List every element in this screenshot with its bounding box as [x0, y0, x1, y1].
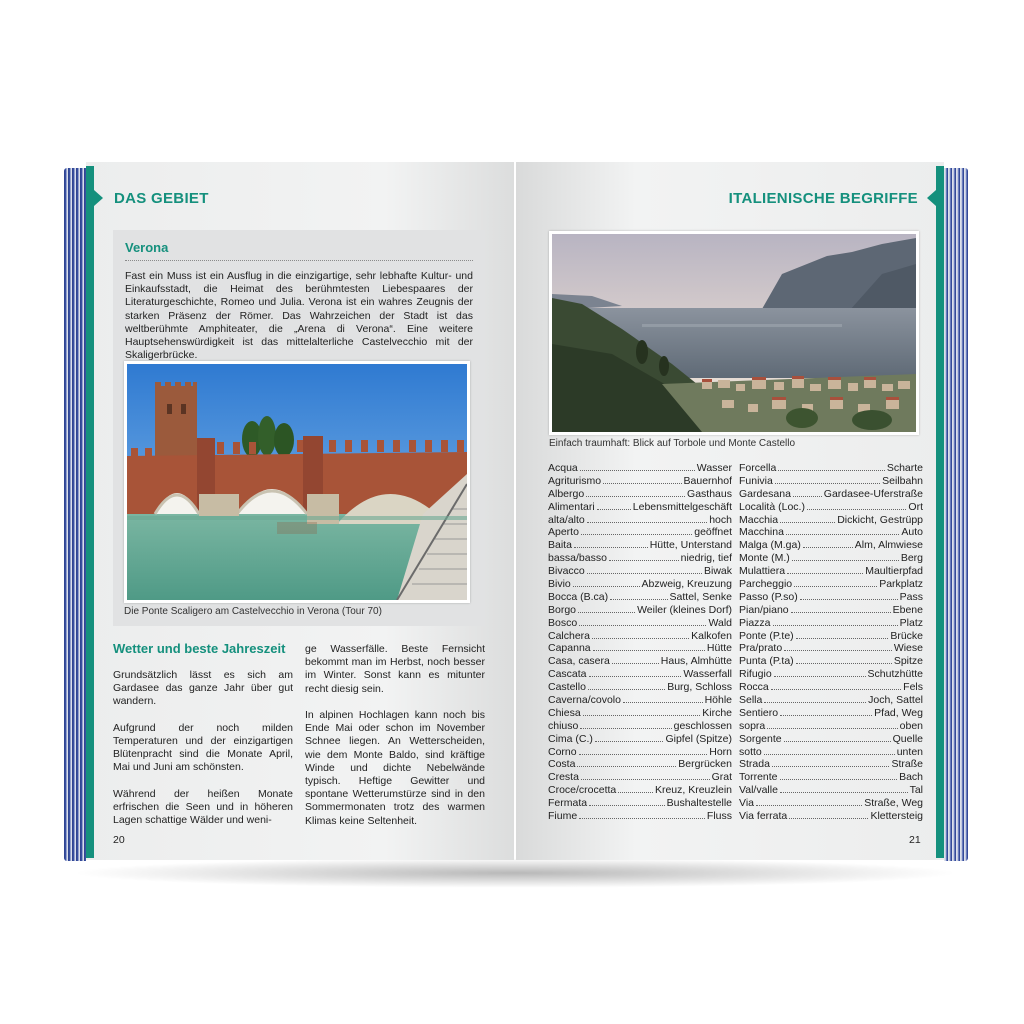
glossary-entry — [739, 642, 923, 655]
glossary-dot-leader — [577, 766, 676, 767]
glossary-entry — [548, 591, 732, 604]
glossary-definition: Fluss — [706, 810, 732, 823]
glossary-entry — [739, 694, 923, 707]
glossary-column-right — [739, 462, 923, 823]
glossary-dot-leader — [756, 805, 862, 806]
glossary-dot-leader — [603, 483, 681, 484]
glossary-definition: Spitze — [893, 655, 923, 668]
glossary-entry — [548, 578, 732, 591]
weather-text-col2: ge Wasserfälle. Beste Fernsicht bekommt man im Herbst, noch besser im Winter. Sonst kann es mitunter recht diesig sein. In alpinen Hochlagen kann noch bis Ende Mai oder schon im November Schnee liegen. An Wetterscheiden, wie dem Monte Baldo, sind kräftige Winde und dichte Nebelwände typisch. Heftige Gewitter und spontane Wetterumstürze sind in den Sommermonaten trotz des warmen Klimas keine Seltenheit. — [305, 643, 485, 827]
glossary-entry — [739, 488, 923, 501]
glossary-dot-leader — [587, 573, 702, 574]
glossary-dot-leader — [580, 470, 695, 471]
glossary-definition: Auto — [901, 526, 923, 539]
glossary-entry — [739, 578, 923, 591]
glossary-dot-leader — [771, 689, 901, 690]
weather-heading: Wetter und beste Jahreszeit — [113, 641, 286, 656]
glossary-dot-leader — [579, 625, 706, 626]
glossary-dot-leader — [574, 547, 648, 548]
glossary-term: Sentiero — [739, 706, 779, 719]
glossary-entry — [548, 746, 732, 759]
glossary-term: sopra — [739, 719, 766, 732]
glossary-term: Baita — [548, 539, 572, 552]
glossary-definition: Kalkofen — [691, 629, 732, 642]
glossary-definition: Lebensmittelgeschäft — [632, 500, 732, 513]
glossary-entry — [548, 539, 732, 552]
glossary-dot-leader — [579, 754, 708, 755]
glossary-dot-leader — [597, 509, 631, 510]
glossary-entry — [739, 707, 923, 720]
glossary-entry — [739, 771, 923, 784]
glossary-dot-leader — [578, 612, 635, 613]
glossary-term: Torrente — [739, 771, 778, 784]
glossary-dot-leader — [803, 547, 853, 548]
glossary-term: Caverna/covolo — [548, 694, 621, 707]
glossary-dot-leader — [618, 792, 653, 793]
glossary-definition: Alm, Almwiese — [854, 539, 923, 552]
glossary-dot-leader — [589, 676, 682, 677]
glossary-definition: Biwak — [703, 565, 732, 578]
glossary-entry — [548, 488, 732, 501]
glossary-term: Funivia — [739, 474, 773, 487]
glossary-term: Rifugio — [739, 668, 772, 681]
glossary-dot-leader — [794, 586, 877, 587]
glossary-term: Costa — [548, 758, 576, 771]
glossary-dot-leader — [586, 496, 685, 497]
glossary-term: Pra/prato — [739, 642, 783, 655]
glossary-definition: geschlossen — [673, 719, 732, 732]
glossary-term: Albergo — [548, 487, 585, 500]
glossary-term: Punta (P.ta) — [739, 655, 794, 668]
glossary-term: Cima (C.) — [548, 732, 593, 745]
glossary-entry — [739, 733, 923, 746]
glossary-definition: Weiler (kleines Dorf) — [637, 603, 732, 616]
verona-box-title: Verona — [125, 240, 169, 255]
glossary-dot-leader — [581, 779, 710, 780]
glossary-term: Piazza — [739, 616, 771, 629]
glossary-definition: Bauernhof — [683, 474, 732, 487]
right-section-arrow-icon — [927, 190, 936, 206]
glossary-term: Corno — [548, 745, 577, 758]
glossary-definition: Burg, Schloss — [667, 681, 732, 694]
glossary-dot-leader — [792, 560, 899, 561]
glossary-entry — [739, 462, 923, 475]
glossary-term: Aperto — [548, 526, 579, 539]
glossary-dot-leader — [573, 586, 640, 587]
glossary-term: Borgo — [548, 603, 577, 616]
glossary-term: Rocca — [739, 681, 769, 694]
glossary-entry — [548, 552, 732, 565]
glossary-entry — [739, 681, 923, 694]
glossary-entry — [739, 758, 923, 771]
glossary-entry — [739, 784, 923, 797]
glossary-definition: Maultierpfad — [865, 565, 923, 578]
glossary-definition: Joch, Sattel — [868, 694, 923, 707]
glossary-dot-leader — [778, 470, 884, 471]
glossary-definition: Seilbahn — [882, 474, 923, 487]
glossary-term: bassa/basso — [548, 552, 607, 565]
glossary-term: Parcheggio — [739, 578, 793, 591]
glossary-entry — [548, 681, 732, 694]
glossary-dot-leader — [775, 483, 880, 484]
glossary-definition: niedrig, tief — [680, 552, 732, 565]
glossary-definition: Ebene — [892, 603, 923, 616]
glossary-term: Passo (P.so) — [739, 590, 798, 603]
glossary-dot-leader — [764, 702, 866, 703]
glossary-entry — [739, 475, 923, 488]
glossary-definition: Gasthaus — [687, 487, 732, 500]
glossary-definition: Berg — [900, 552, 923, 565]
glossary-column-left — [548, 462, 732, 823]
glossary-entry — [739, 501, 923, 514]
glossary-dot-leader — [784, 650, 892, 651]
glossary-definition: Klettersteig — [870, 810, 923, 823]
glossary-entry — [548, 514, 732, 527]
glossary-dot-leader — [764, 754, 895, 755]
glossary-dot-leader — [796, 663, 892, 664]
glossary-definition: Höhle — [704, 694, 732, 707]
glossary-dot-leader — [786, 534, 899, 535]
glossary-definition: Brücke — [890, 629, 923, 642]
left-page-accent-bar — [86, 166, 94, 858]
glossary-entry — [548, 797, 732, 810]
glossary-term: Castello — [548, 681, 586, 694]
right-section-title: ITALIENISCHE BEGRIFFE — [728, 190, 918, 207]
glossary-dot-leader — [593, 650, 705, 651]
glossary-entry — [548, 655, 732, 668]
glossary-term: Casa, casera — [548, 655, 610, 668]
book-shadow — [70, 858, 960, 888]
glossary-entry — [739, 617, 923, 630]
right-page-accent-bar — [936, 166, 944, 858]
weather-text-col1: Grundsätzlich lässt es sich am Gardasee das ganze Jahr über gut wandern. Aufgrund der noch milden Temperaturen und der einzigartigen Blütenpracht sind die Monate April, Mai und Juni am schönsten. Während der heißen Monate erfrischen die Seen und in höheren Lagen schattige Wälder und weni- — [113, 669, 293, 827]
glossary-entry — [739, 552, 923, 565]
glossary-dot-leader — [807, 509, 906, 510]
glossary-dot-leader — [579, 818, 705, 819]
glossary-entry — [548, 604, 732, 617]
glossary-definition: Sattel, Senke — [669, 590, 732, 603]
glossary-definition: Hütte, Unterstand — [649, 539, 732, 552]
glossary-dot-leader — [592, 638, 689, 639]
glossary-dot-leader — [772, 766, 890, 767]
glossary-definition: Kreuz, Kreuzlein — [654, 784, 732, 797]
glossary-term: Via ferrata — [739, 810, 788, 823]
left-section-title: DAS GEBIET — [114, 190, 209, 207]
glossary-dot-leader — [780, 792, 908, 793]
glossary-entry — [739, 526, 923, 539]
glossary-definition: Tal — [909, 784, 923, 797]
glossary-definition: Scharte — [886, 462, 923, 474]
glossary-term: Chiesa — [548, 706, 581, 719]
glossary-term: Macchina — [739, 526, 784, 539]
glossary-entry — [739, 655, 923, 668]
glossary-entry — [739, 604, 923, 617]
glossary-definition: Wiese — [893, 642, 923, 655]
glossary-term: Capanna — [548, 642, 591, 655]
glossary-term: Agriturismo — [548, 474, 602, 487]
glossary-definition: Parkplatz — [879, 578, 923, 591]
glossary-entry — [739, 668, 923, 681]
glossary-dot-leader — [796, 638, 889, 639]
glossary-definition: Bushaltestelle — [666, 797, 732, 810]
glossary-entry — [739, 630, 923, 643]
torbole-photo-caption: Einfach traumhaft: Blick auf Torbole und Monte Castello — [549, 438, 796, 449]
glossary-term: Sorgente — [739, 732, 782, 745]
glossary-entry — [739, 810, 923, 823]
glossary-term: Località (Loc.) — [739, 500, 805, 513]
glossary-term: chiuso — [548, 719, 579, 732]
verona-photo — [124, 361, 470, 603]
glossary-dot-leader — [787, 573, 863, 574]
glossary-term: Forcella — [739, 462, 777, 474]
glossary-dot-leader — [774, 676, 866, 677]
glossary-entry — [739, 746, 923, 759]
glossary-term: Alimentari — [548, 500, 595, 513]
glossary-term: Acqua — [548, 462, 578, 474]
glossary-dot-leader — [800, 599, 898, 600]
glossary-dot-leader — [610, 599, 667, 600]
glossary-term: Strada — [739, 758, 770, 771]
right-page-number: 21 — [909, 834, 921, 846]
glossary-entry — [548, 810, 732, 823]
glossary-definition: Horn — [709, 745, 732, 758]
glossary-definition: Pfad, Weg — [874, 706, 923, 719]
page-edges-right — [944, 168, 968, 861]
glossary-definition: Haus, Almhütte — [660, 655, 732, 668]
glossary-dot-leader — [780, 779, 898, 780]
glossary-definition: Schutzhütte — [867, 668, 923, 681]
left-section-arrow-icon — [94, 190, 103, 206]
glossary-term: Mulattiera — [739, 565, 786, 578]
glossary-term: Bocca (B.ca) — [548, 590, 609, 603]
glossary-definition: oben — [899, 719, 923, 732]
glossary-term: Via — [739, 797, 754, 810]
box-title-divider — [125, 260, 473, 261]
glossary-definition: Abzweig, Kreuzung — [641, 578, 732, 591]
glossary-dot-leader — [580, 728, 671, 729]
glossary-entry — [548, 707, 732, 720]
glossary-dot-leader — [623, 702, 703, 703]
glossary-definition: Grat — [711, 771, 732, 784]
glossary-entry — [548, 668, 732, 681]
glossary-term: Bosco — [548, 616, 578, 629]
glossary-entry — [548, 462, 732, 475]
glossary-definition: Kirche — [702, 706, 732, 719]
glossary-entry — [548, 565, 732, 578]
glossary-term: Macchia — [739, 513, 779, 526]
glossary-definition: Bergrücken — [678, 758, 732, 771]
glossary-definition: Wasser — [696, 462, 732, 474]
glossary-dot-leader — [595, 741, 664, 742]
glossary-definition: Ort — [908, 500, 923, 513]
glossary-definition: Wasserfall — [683, 668, 732, 681]
glossary-definition: Pass — [899, 590, 923, 603]
left-page-number: 20 — [113, 834, 125, 846]
glossary-dot-leader — [784, 741, 891, 742]
glossary-dot-leader — [589, 805, 665, 806]
glossary-term: Fiume — [548, 810, 578, 823]
glossary-entry — [548, 642, 732, 655]
glossary-entry — [548, 733, 732, 746]
glossary-entry — [548, 617, 732, 630]
glossary-entry — [548, 630, 732, 643]
glossary-term: Bivacco — [548, 565, 585, 578]
glossary-definition: unten — [896, 745, 923, 758]
glossary-definition: Gipfel (Spitze) — [665, 732, 732, 745]
glossary-definition: geöffnet — [694, 526, 732, 539]
glossary-entry — [548, 771, 732, 784]
glossary-term: Sella — [739, 694, 763, 707]
glossary-entry — [548, 501, 732, 514]
glossary-dot-leader — [780, 715, 872, 716]
glossary-entry — [548, 475, 732, 488]
verona-photo-caption: Die Ponte Scaligero am Castelvecchio in Verona (Tour 70) — [124, 606, 382, 617]
glossary-definition: Hütte — [706, 642, 732, 655]
glossary-entry — [548, 720, 732, 733]
glossary-entry — [739, 720, 923, 733]
glossary-dot-leader — [773, 625, 898, 626]
glossary-definition: Straße, Weg — [864, 797, 923, 810]
verona-box-text: Fast ein Muss ist ein Ausflug in die einzigartige, sehr lebhafte Kultur- und Einkaufsstadt, die Heimat des berühmtesten Liebespaares der Literaturgeschichte, Romeo und Julia. Verona ist ein wahres Zeugnis der starken Präsenz der Römer. Das Wahrzeichen der Stadt ist das weltberühmte Amphiteater, die „Arena di Verona“. Eine weitere Hauptsehenswürdigkeit ist das mittelalterliche Castelvecchio mit der Skaligerbrücke. — [125, 270, 473, 362]
glossary-dot-leader — [791, 612, 891, 613]
glossary-term: Croce/crocetta — [548, 784, 617, 797]
glossary-definition: Fels — [903, 681, 923, 694]
glossary-term: alta/alto — [548, 513, 585, 526]
glossary-term: Calchera — [548, 629, 591, 642]
glossary-definition: Wald — [708, 616, 732, 629]
glossary-term: Bivio — [548, 578, 571, 591]
glossary-entry — [739, 514, 923, 527]
glossary-dot-leader — [789, 818, 868, 819]
glossary-term: Gardesana — [739, 487, 791, 500]
glossary-entry — [739, 539, 923, 552]
glossary-dot-leader — [588, 689, 665, 690]
ponte-scaligero-image — [127, 364, 467, 600]
torbole-lake-image — [552, 234, 916, 432]
glossary-term: Monte (M.) — [739, 552, 790, 565]
glossary-entry — [739, 797, 923, 810]
glossary-definition: Dickicht, Gestrüpp — [837, 513, 923, 526]
glossary-dot-leader — [583, 715, 701, 716]
glossary-term: Cascata — [548, 668, 587, 681]
glossary-term: Malga (M.ga) — [739, 539, 801, 552]
glossary-dot-leader — [612, 663, 659, 664]
glossary-entry — [548, 694, 732, 707]
glossary-entry — [739, 591, 923, 604]
glossary-entry — [548, 526, 732, 539]
glossary-definition: Gardasee-Uferstraße — [823, 487, 923, 500]
glossary-definition: Straße — [891, 758, 923, 771]
glossary-dot-leader — [581, 534, 692, 535]
glossary-dot-leader — [587, 522, 707, 523]
glossary-term: Pian/piano — [739, 603, 789, 616]
glossary-term: Cresta — [548, 771, 579, 784]
glossary-dot-leader — [780, 522, 835, 523]
glossary-entry — [739, 565, 923, 578]
glossary-term: Val/valle — [739, 784, 778, 797]
glossary-dot-leader — [609, 560, 679, 561]
glossary-entry — [548, 784, 732, 797]
glossary-definition: Bach — [899, 771, 923, 784]
glossary-definition: Quelle — [892, 732, 923, 745]
glossary-definition: hoch — [709, 513, 732, 526]
glossary-term: Fermata — [548, 797, 588, 810]
page-edges-left — [64, 168, 86, 861]
glossary-dot-leader — [767, 728, 897, 729]
glossary-term: sotto — [739, 745, 762, 758]
glossary-entry — [548, 758, 732, 771]
glossary-term: Ponte (P.te) — [739, 629, 794, 642]
glossary-definition: Platz — [899, 616, 923, 629]
glossary-dot-leader — [793, 496, 822, 497]
torbole-photo — [549, 231, 919, 435]
